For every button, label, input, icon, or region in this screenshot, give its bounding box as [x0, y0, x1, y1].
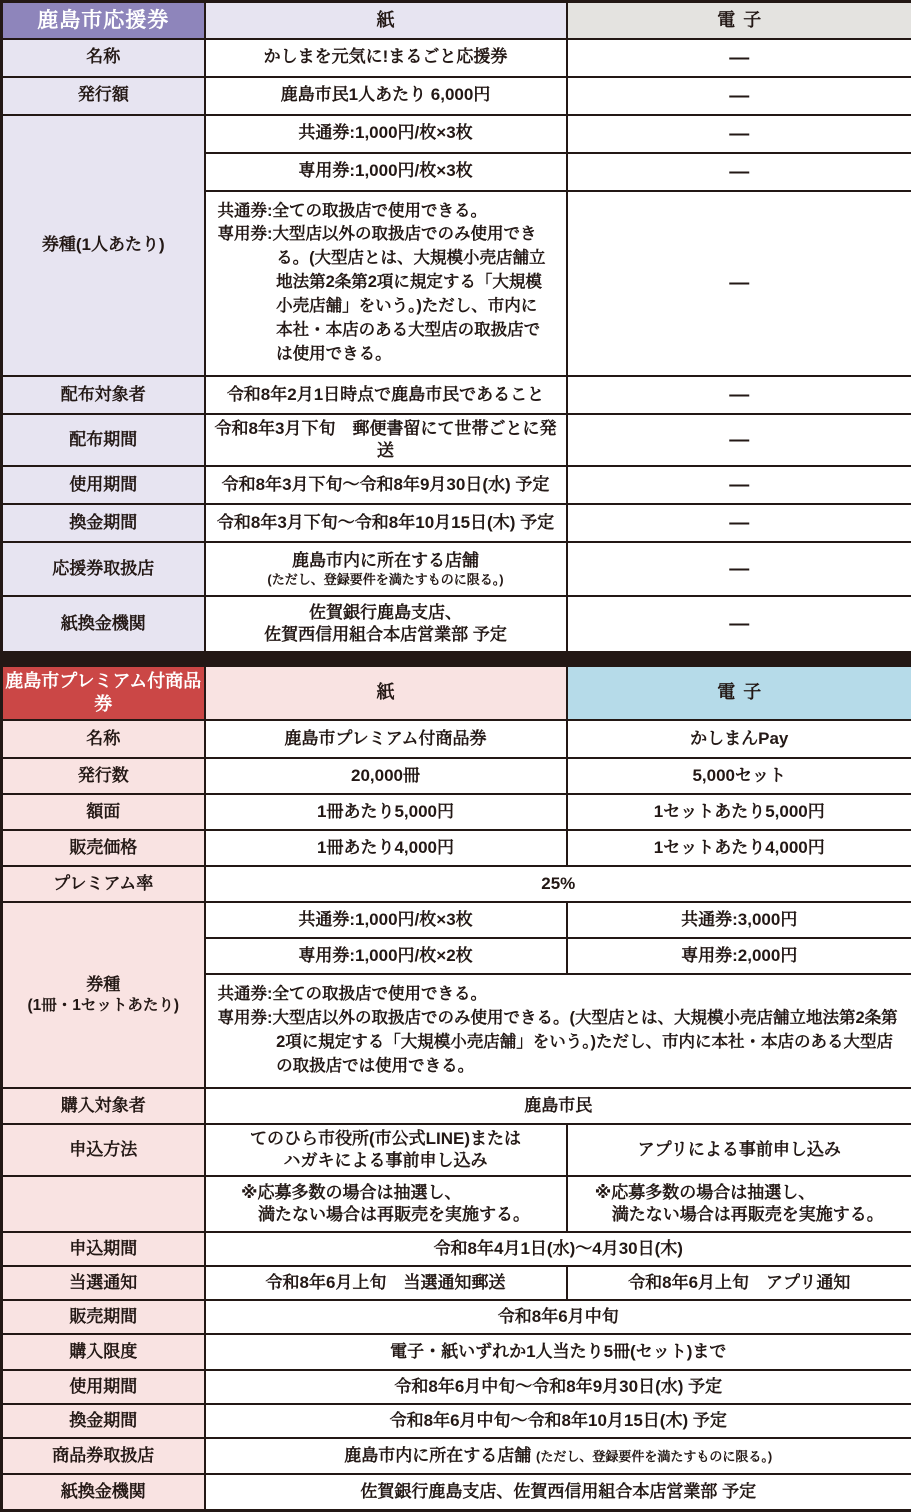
span-cell: 25%	[205, 866, 911, 902]
span-cell	[205, 1438, 911, 1474]
digital-cell: —	[567, 153, 911, 191]
paper-cell	[205, 191, 567, 376]
row-label: 名称	[2, 720, 205, 758]
bank-line: 佐賀銀行鹿島支店、	[212, 602, 560, 624]
span-cell: 鹿島市民	[205, 1088, 911, 1124]
lottery-note-line: 満たない場合は再販売を実施する。	[595, 1204, 884, 1226]
row-label: 申込期間	[2, 1232, 205, 1266]
apply-method-line: てのひら市役所(市公式LINE)または	[212, 1128, 560, 1150]
table-row	[2, 758, 911, 794]
note-line: 共通券:全ての取扱店で使用できる。	[218, 983, 900, 1007]
table-row	[2, 1266, 911, 1300]
paper-cell	[205, 596, 567, 652]
table-row	[2, 1474, 911, 1510]
row-label: 発行数	[2, 758, 205, 794]
paper-cell: 専用券:1,000円/枚×3枚	[205, 153, 567, 191]
row-label	[2, 902, 205, 1088]
table2-title: 鹿島市プレミアム付商品券	[2, 665, 205, 720]
row-label: 券種(1人あたり)	[2, 115, 205, 376]
table-row	[2, 115, 911, 153]
table-row	[2, 77, 911, 115]
digital-cell: —	[567, 376, 911, 414]
row-label: 使用期間	[2, 466, 205, 504]
span-cell: 令和8年6月中旬	[205, 1300, 911, 1334]
table-row	[2, 1370, 911, 1404]
column-header-paper: 紙	[205, 665, 567, 720]
digital-cell: —	[567, 39, 911, 77]
row-label: 紙換金機関	[2, 596, 205, 652]
paper-cell: 令和8年3月下旬 郵便書留にて世帯ごとに発送	[205, 414, 567, 466]
paper-cell: 鹿島市プレミアム付商品券	[205, 720, 567, 758]
table-row	[2, 466, 911, 504]
table-row	[2, 720, 911, 758]
table-row	[2, 794, 911, 830]
lottery-note	[241, 1182, 530, 1226]
row-label: 紙換金機関	[2, 1474, 205, 1510]
row-label: 当選通知	[2, 1266, 205, 1300]
table-header-row	[2, 665, 911, 720]
row-label: プレミアム率	[2, 866, 205, 902]
digital-cell: かしまんPay	[567, 720, 911, 758]
row-label-line: 券種	[9, 974, 198, 996]
table-row	[2, 1088, 911, 1124]
row-label: 配布期間	[2, 414, 205, 466]
span-cell: 電子・紙いずれか1人当たり5冊(セット)まで	[205, 1334, 911, 1370]
lottery-note-line: 満たない場合は再販売を実施する。	[241, 1204, 530, 1226]
premium-shouhinken-table	[0, 664, 911, 1512]
digital-cell: 専用券:2,000円	[567, 938, 911, 974]
row-label: 応援券取扱店	[2, 542, 205, 596]
digital-cell: —	[567, 504, 911, 542]
table-row	[2, 1176, 911, 1232]
paper-cell: かしまを元気に!まるごと応援券	[205, 39, 567, 77]
section-divider	[0, 654, 911, 664]
store-main-text: 鹿島市内に所在する店舗	[344, 1446, 531, 1465]
table-row	[2, 1404, 911, 1438]
row-label: 商品券取扱店	[2, 1438, 205, 1474]
row-label: 購入対象者	[2, 1088, 205, 1124]
row-label: 換金期間	[2, 1404, 205, 1438]
bank-line: 佐賀西信用組合本店営業部 予定	[212, 624, 560, 646]
paper-cell: 令和8年2月1日時点で鹿島市民であること	[205, 376, 567, 414]
digital-cell	[567, 1176, 911, 1232]
row-label: 換金期間	[2, 504, 205, 542]
digital-cell: —	[567, 77, 911, 115]
row-label: 販売期間	[2, 1300, 205, 1334]
span-cell: 令和8年6月中旬〜令和8年10月15日(木) 予定	[205, 1404, 911, 1438]
row-label: 使用期間	[2, 1370, 205, 1404]
note-line: 専用券:大型店以外の取扱店でのみ使用できる。(大型店とは、大規模小売店舗立地法第2条第2項に規定する「大規模小売店舗」をいう。)ただし、市内に本社・本店のある大型店の取扱店では使用できる。	[218, 1007, 900, 1079]
table-row	[2, 376, 911, 414]
digital-cell: —	[567, 596, 911, 652]
lottery-note-line: ※応募多数の場合は抽選し、	[595, 1182, 884, 1204]
table-row	[2, 1124, 911, 1176]
paper-cell	[205, 542, 567, 596]
paper-cell: 20,000冊	[205, 758, 567, 794]
table-row	[2, 1438, 911, 1474]
span-cell	[205, 974, 911, 1088]
table-row	[2, 542, 911, 596]
paper-cell: 令和8年3月下旬〜令和8年10月15日(木) 予定	[205, 504, 567, 542]
digital-cell: —	[567, 191, 911, 376]
apply-method-line: ハガキによる事前申し込み	[212, 1150, 560, 1172]
table-row	[2, 902, 911, 938]
table-row	[2, 1232, 911, 1266]
digital-cell: 1セットあたり5,000円	[567, 794, 911, 830]
table-row	[2, 1334, 911, 1370]
table-row	[2, 39, 911, 77]
paper-cell: 令和8年6月上旬 当選通知郵送	[205, 1266, 567, 1300]
column-header-digital	[567, 665, 911, 720]
table1-title: 鹿島市応援券	[2, 2, 205, 39]
paper-cell	[205, 1124, 567, 1176]
note-line: 共通券:全ての取扱店で使用できる。	[218, 200, 554, 224]
paper-cell: 1冊あたり5,000円	[205, 794, 567, 830]
paper-cell: 共通券:1,000円/枚×3枚	[205, 115, 567, 153]
span-cell: 令和8年6月中旬〜令和8年9月30日(水) 予定	[205, 1370, 911, 1404]
table-row	[2, 830, 911, 866]
lottery-note-line: ※応募多数の場合は抽選し、	[241, 1182, 530, 1204]
row-label: 発行額	[2, 77, 205, 115]
row-label	[2, 1176, 205, 1232]
store-note-text: (ただし、登録要件を満たすものに限る。)	[536, 1449, 772, 1464]
digital-cell: 5,000セット	[567, 758, 911, 794]
digital-cell: 令和8年6月上旬 アプリ通知	[567, 1266, 911, 1300]
column-header-paper: 紙	[205, 2, 567, 39]
paper-cell: 1冊あたり4,000円	[205, 830, 567, 866]
digital-cell: 1セットあたり4,000円	[567, 830, 911, 866]
table-row	[2, 596, 911, 652]
paper-cell: 鹿島市民1人あたり 6,000円	[205, 77, 567, 115]
note-line: 専用券:大型店以外の取扱店でのみ使用できる。(大型店とは、大規模小売店舗立地法第2条第2項に規定する「大規模小売店舗」をいう。)ただし、市内に本社・本店のある大型店の取扱店では使用できる。	[218, 223, 554, 367]
column-header-digital	[567, 2, 911, 39]
digital-cell: —	[567, 414, 911, 466]
digital-cell: —	[567, 542, 911, 596]
digital-cell: アプリによる事前申し込み	[567, 1124, 911, 1176]
paper-cell: 令和8年3月下旬〜令和8年9月30日(水) 予定	[205, 466, 567, 504]
span-cell: 佐賀銀行鹿島支店、佐賀西信用組合本店営業部 予定	[205, 1474, 911, 1510]
paper-cell: 共通券:1,000円/枚×3枚	[205, 902, 567, 938]
row-label: 額面	[2, 794, 205, 830]
row-label: 申込方法	[2, 1124, 205, 1176]
ouenken-table	[0, 0, 911, 654]
row-label: 配布対象者	[2, 376, 205, 414]
lottery-note	[595, 1182, 884, 1226]
row-label-line: (1冊・1セットあたり)	[9, 996, 198, 1016]
column-header-digital-label: 電子	[717, 10, 769, 30]
store-main-text: 鹿島市内に所在する店舗	[212, 550, 560, 572]
paper-cell: 専用券:1,000円/枚×2枚	[205, 938, 567, 974]
span-cell: 令和8年4月1日(水)〜4月30日(木)	[205, 1232, 911, 1266]
row-label: 購入限度	[2, 1334, 205, 1370]
digital-cell: —	[567, 466, 911, 504]
digital-cell: —	[567, 115, 911, 153]
table-row	[2, 414, 911, 466]
table-header-row	[2, 2, 911, 39]
digital-cell: 共通券:3,000円	[567, 902, 911, 938]
table-row	[2, 1300, 911, 1334]
table-row	[2, 504, 911, 542]
row-label: 販売価格	[2, 830, 205, 866]
store-note-text: (ただし、登録要件を満たすものに限る。)	[212, 572, 560, 589]
row-label: 名称	[2, 39, 205, 77]
column-header-digital-label: 電子	[717, 682, 769, 702]
paper-cell	[205, 1176, 567, 1232]
table-row	[2, 866, 911, 902]
